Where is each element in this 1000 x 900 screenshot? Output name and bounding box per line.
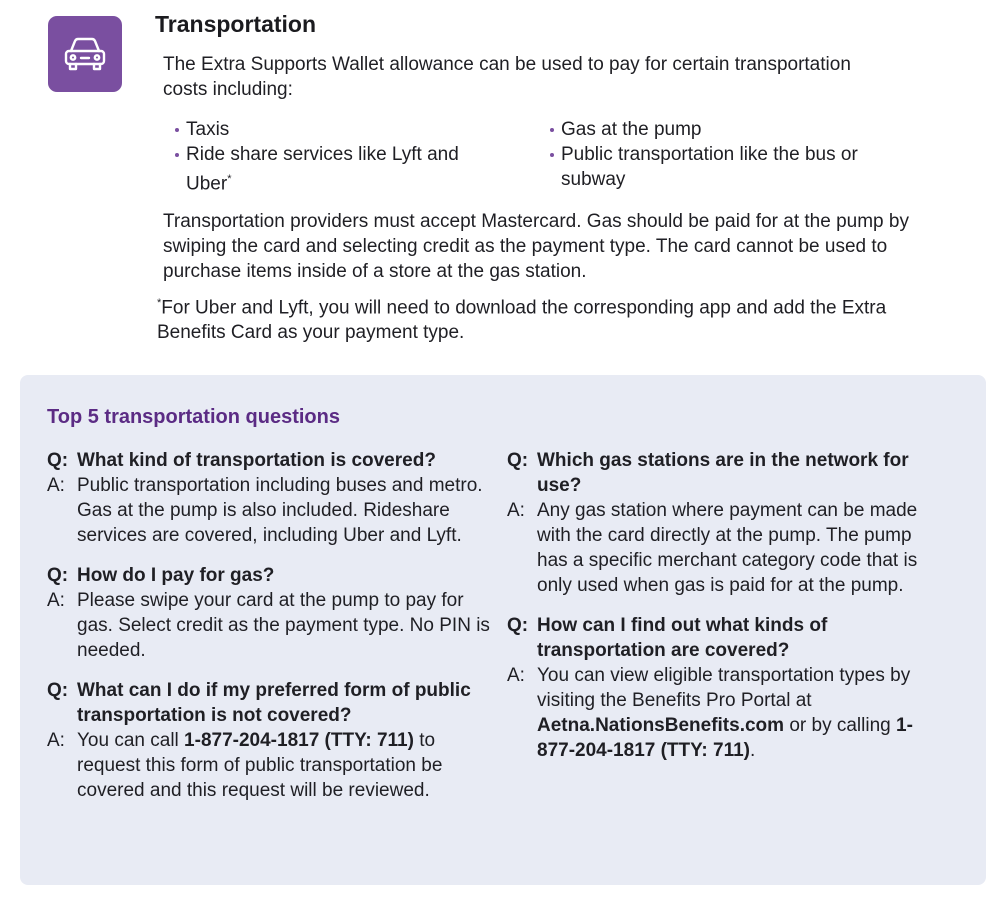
- list-item: [173, 142, 473, 196]
- faq-item: [47, 678, 492, 803]
- question-label: Q:: [507, 615, 529, 636]
- question-row: [507, 448, 937, 498]
- question-text: What kind of transportation is covered?: [77, 450, 436, 471]
- bullet-text: Taxis: [186, 119, 230, 140]
- question-label: Q:: [47, 565, 69, 586]
- list-item: [548, 142, 908, 192]
- faq-title: Top 5 transportation questions: [47, 406, 340, 428]
- bullet-text: Ride share services like Lyft and Uber: [186, 144, 459, 195]
- answer-row: [507, 663, 937, 763]
- phone-number: 1-877-204-1817 (TTY: 711): [537, 715, 913, 761]
- transport-bullets-left: [173, 117, 473, 196]
- question-text: How can I find out what kinds of transportation are covered?: [537, 615, 828, 661]
- answer-text: Please swipe your card at the pump to pay for gas. Select credit as the payment type. No PIN is needed.: [77, 590, 490, 661]
- footnote-marker: *: [157, 297, 162, 309]
- answer-text-part: You can call: [77, 730, 185, 751]
- intro-paragraph: The Extra Supports Wallet allowance can be used to pay for certain transportation costs including:: [163, 54, 851, 100]
- faq-column-right: [507, 448, 937, 778]
- footnote-paragraph: [157, 291, 947, 345]
- list-item: [548, 117, 908, 142]
- answer-text-part: .: [750, 740, 756, 761]
- question-label: Q:: [507, 450, 529, 471]
- phone-number: 1-877-204-1817 (TTY: 711): [184, 730, 414, 751]
- answer-label: A:: [47, 590, 65, 611]
- answer-text: Public transportation including buses and metro. Gas at the pump is also included. Rideshare services are covered, including Uber and Lyft.: [77, 475, 483, 546]
- faq-item: [507, 448, 937, 598]
- answer-row: [47, 473, 492, 548]
- question-label: Q:: [47, 680, 69, 701]
- question-text: Which gas stations are in the network for use?: [537, 450, 909, 496]
- answer-text: Any gas station where payment can be made with the card directly at the pump. The pump has a specific merchant category code that is only used when gas is paid for at the pump.: [537, 500, 918, 596]
- answer-row: [507, 498, 937, 598]
- answer-text-part: You can view eligible transportation types by visiting the Benefits Pro Portal at: [537, 665, 911, 711]
- website-link: Aetna.NationsBenefits.com: [537, 715, 785, 736]
- answer-text-part: to request this form of public transportation be covered and this request will be reviewed.: [77, 730, 443, 801]
- list-item: [173, 117, 473, 142]
- question-label: Q:: [47, 450, 69, 471]
- answer-text: [77, 728, 492, 803]
- answer-label: A:: [47, 475, 65, 496]
- footnote-marker: *: [227, 173, 232, 185]
- question-row: [47, 678, 492, 728]
- answer-row: [47, 588, 492, 663]
- answer-text: [537, 663, 937, 763]
- answer-label: A:: [507, 665, 525, 686]
- answer-label: A:: [507, 500, 525, 521]
- car-icon: [61, 34, 109, 74]
- question-text: How do I pay for gas?: [77, 565, 275, 586]
- bullet-text: Public transportation like the bus or subway: [561, 144, 858, 190]
- question-row: [507, 613, 937, 663]
- question-row: [47, 563, 492, 588]
- faq-item: [507, 613, 937, 763]
- section-title: Transportation: [155, 11, 317, 37]
- question-text: What can I do if my preferred form of public transportation is not covered?: [77, 680, 471, 726]
- faq-column-left: [47, 448, 492, 818]
- bullet-text: Gas at the pump: [561, 119, 702, 140]
- transport-bullets-right: [548, 117, 908, 192]
- faq-item: [47, 448, 492, 548]
- transportation-icon-tile: [48, 16, 122, 92]
- answer-text-part: or by calling: [784, 715, 896, 736]
- question-row: [47, 448, 492, 473]
- faq-item: [47, 563, 492, 663]
- provider-paragraph: Transportation providers must accept Mastercard. Gas should be paid for at the pump by swiping the card and selecting credit as the payment type. The card cannot be used to purchase items inside of a store at the gas station.: [163, 211, 909, 282]
- answer-row: [47, 728, 492, 803]
- answer-label: A:: [47, 730, 65, 751]
- footnote-text: For Uber and Lyft, you will need to download the corresponding app and add the Extra Benefits Card as your payment type.: [157, 297, 887, 344]
